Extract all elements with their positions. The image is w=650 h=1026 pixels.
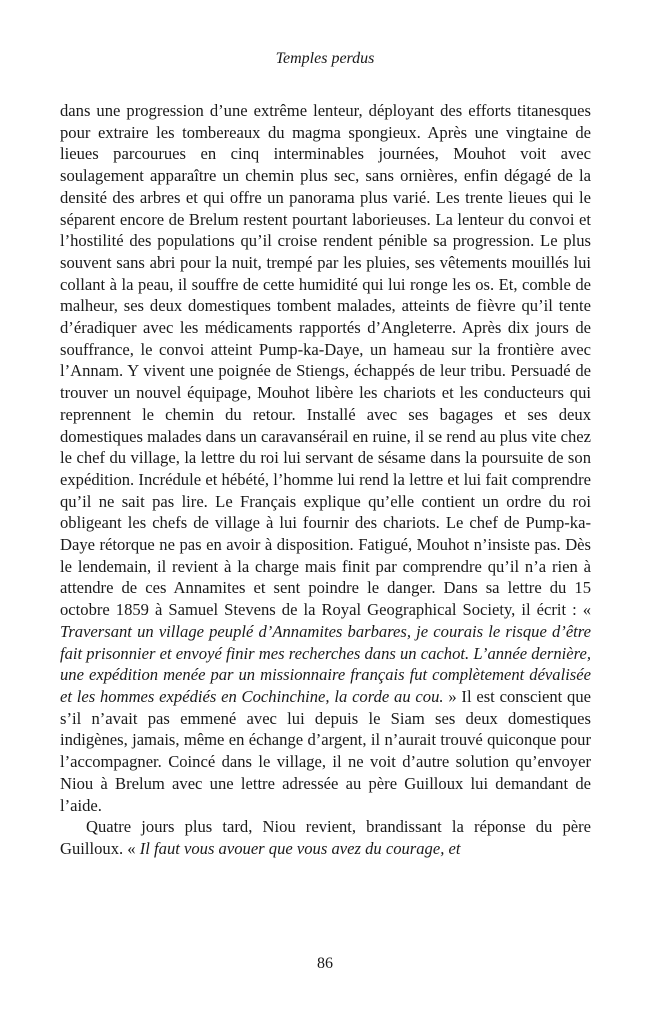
paragraph-text: » Il est conscient que s’il n’avait pas emmené avec lui depuis le Siam ses deux domestiques indigènes, jamais, même en échange d’argent, il n’aurait trouvé quiconque pour l’accompagner. Coincé dans le village, il ne voit d’autre solution qu’envoyer Niou à Brelum avec une lettre adressée au père Guilloux lui demandant de l’aide. (60, 686, 591, 815)
quotation: Traversant un village peuplé d’Annamites barbares, je courais le risque d’être fait prisonnier et envoyé finir mes recherches dans un cachot. L’année dernière, une expédition menée par un missionnaire français fut complètement dévalisée et les hommes expédiés en Cochinchine, la corde au cou. (60, 621, 591, 706)
page-number: 86 (317, 955, 333, 972)
paragraph (60, 816, 591, 859)
paragraph-text: dans une progression d’une extrême lenteur, déployant des efforts titanesques pour extraire les tombereaux du magma spongieux. Après une vingtaine de lieues parcourues en cinq interminables journées, Mouhot voit avec soulagement apparaître un chemin plus sec, sans ornières, enfin dégagé de la densité des arbres et qui offre un panorama plus varié. Les trente lieues qui le séparent encore de Brelum restent pourtant laborieuses. La lenteur du convoi et l’hostilité des populations qu’il croise rendent pénible sa progression. Le plus souvent sans abri pour la nuit, trempé par les pluies, ses vêtements mouillés lui collant à la peau, il souffre de cette humidité qui lui ronge les os. Et, comble de malheur, ses deux domestiques tombent malades, atteints de fièvre qu’il tente d’éradiquer avec les médicaments rapportés d’Angleterre. Après dix jours de souffrance, le convoi atteint Pump-ka-Daye, un hameau sur la frontière avec l’Annam. Y vivent une poignée de Stiengs, échappés de leur tribu. Persuadé de trouver un nouvel équipage, Mouhot libère les chariots et les conducteurs qui reprennent le chemin du retour. Installé avec ses bagages et ses deux domestiques malades dans un caravansérail en ruine, il se rend au plus vite chez le chef du village, la lettre du roi lui servant de sésame dans la poursuite de son expédition. Incrédule et hébété, l’homme lui rend la lettre et lui fait comprendre qu’il ne sait pas lire. Le Français explique qu’elle contient un ordre du roi obligeant les chefs de village à lui fournir des chariots. Le chef de Pump-ka-Daye rétorque ne pas en avoir à disposition. Fatigué, Mouhot n’insiste pas. Dès le lendemain, il revient à la charge mais finit par comprendre qu’il n’a rien à attendre de ces Annamites et sent poindre le danger. Dans sa lettre du 15 octobre 1859 à Samuel Stevens de la Royal Geographical Society, il écrit : « (60, 101, 591, 620)
running-header: Temples perdus (275, 50, 375, 67)
paragraph (60, 100, 591, 816)
quotation: Il faut vous avouer que vous avez du courage, et (139, 838, 461, 858)
paragraph-text: Quatre jours plus tard, Niou revient, brandissant la réponse du père Guilloux. « (60, 817, 591, 858)
body-text (60, 100, 591, 860)
